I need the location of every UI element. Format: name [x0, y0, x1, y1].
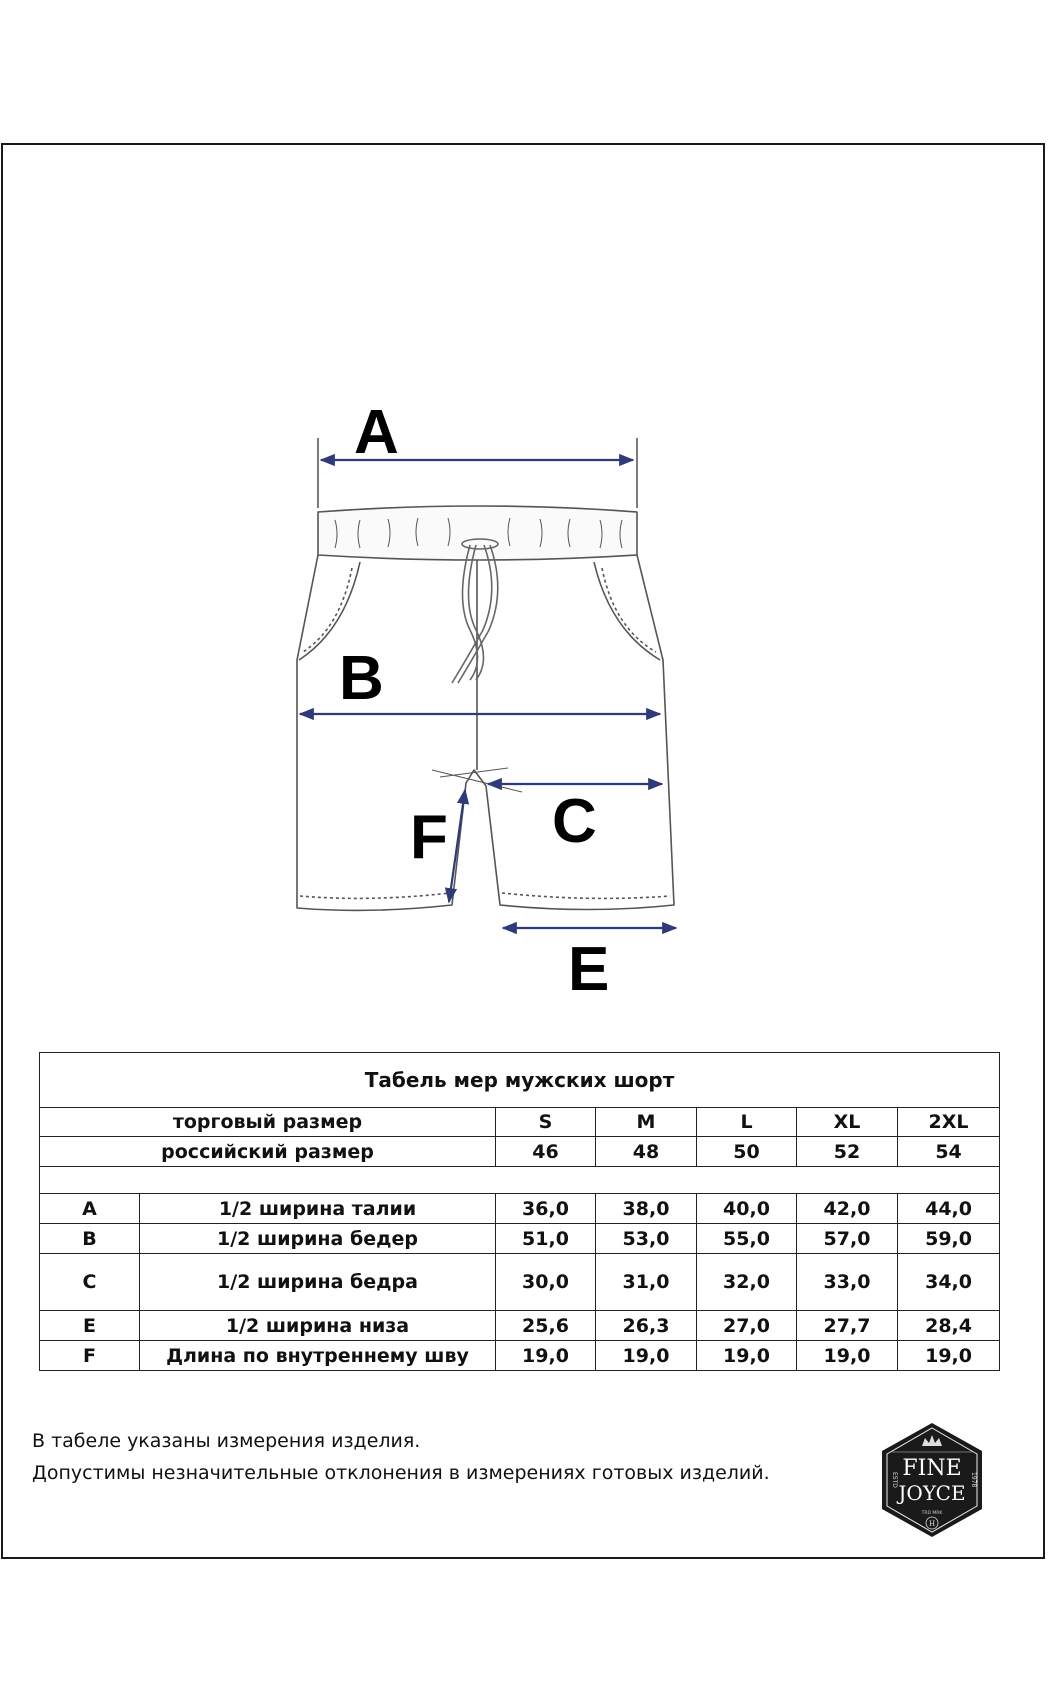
- label-a: A: [354, 398, 399, 467]
- table-row: [40, 1194, 1000, 1224]
- logo-trd: TRD MRK: [921, 1511, 943, 1516]
- measure-name: Длина по внутреннему шву: [140, 1341, 496, 1371]
- measure-code: C: [40, 1254, 140, 1311]
- logo-fine: FINE: [902, 1456, 962, 1481]
- measure-value: 19,0: [898, 1341, 1000, 1371]
- measure-value: 19,0: [697, 1341, 797, 1371]
- table-row: [40, 1311, 1000, 1341]
- table-row: [40, 1341, 1000, 1371]
- table-row: [40, 1254, 1000, 1311]
- size-header: L: [697, 1108, 797, 1137]
- russian-size: 54: [898, 1137, 1000, 1167]
- trade-size-label: торговый размер: [40, 1108, 496, 1137]
- measure-name: 1/2 ширина низа: [140, 1311, 496, 1341]
- size-chart-table: [39, 1052, 1000, 1371]
- shorts-body: [297, 555, 674, 910]
- measure-code: E: [40, 1311, 140, 1341]
- russian-size: 46: [496, 1137, 596, 1167]
- spacer-row: [40, 1167, 1000, 1194]
- measure-value: 34,0: [898, 1254, 1000, 1311]
- logo-estd: ESTD: [891, 1472, 898, 1488]
- measure-value: 40,0: [697, 1194, 797, 1224]
- notes: [32, 1425, 770, 1489]
- measure-value: 30,0: [496, 1254, 596, 1311]
- label-f: F: [410, 803, 448, 872]
- crotch-detail: [432, 768, 522, 792]
- size-header: 2XL: [898, 1108, 1000, 1137]
- measure-code: F: [40, 1341, 140, 1371]
- measure-name: 1/2 ширина талии: [140, 1194, 496, 1224]
- size-header: M: [596, 1108, 697, 1137]
- measure-value: 27,0: [697, 1311, 797, 1341]
- waistband: [318, 506, 637, 560]
- label-b: B: [339, 644, 384, 713]
- measure-value: 38,0: [596, 1194, 697, 1224]
- size-header: XL: [797, 1108, 898, 1137]
- measure-name: 1/2 ширина бедер: [140, 1224, 496, 1254]
- measure-value: 19,0: [596, 1341, 697, 1371]
- measure-value: 27,7: [797, 1311, 898, 1341]
- measure-value: 36,0: [496, 1194, 596, 1224]
- measure-value: 31,0: [596, 1254, 697, 1311]
- measure-value: 19,0: [797, 1341, 898, 1371]
- measure-value: 53,0: [596, 1224, 697, 1254]
- measure-value: 51,0: [496, 1224, 596, 1254]
- measure-value: 44,0: [898, 1194, 1000, 1224]
- fine-joyce-logo: [872, 1420, 992, 1540]
- arrow-f: [449, 790, 465, 902]
- note-line-2: Допустимы незначительные отклонения в измерениях готовых изделий.: [32, 1462, 770, 1484]
- measure-code: B: [40, 1224, 140, 1254]
- table-title: Табель мер мужских шорт: [40, 1053, 1000, 1108]
- label-e: E: [568, 935, 610, 1004]
- measure-value: 28,4: [898, 1311, 1000, 1341]
- hem-left: [300, 893, 450, 898]
- label-c: C: [552, 787, 597, 856]
- measure-code: A: [40, 1194, 140, 1224]
- russian-size: 52: [797, 1137, 898, 1167]
- russian-size-label: российский размер: [40, 1137, 496, 1167]
- logo-year: 1978: [970, 1472, 977, 1488]
- measure-name: 1/2 ширина бедра: [140, 1254, 496, 1311]
- hem-right: [502, 893, 670, 898]
- measure-value: 25,6: [496, 1311, 596, 1341]
- measure-value: 19,0: [496, 1341, 596, 1371]
- pocket-right-inner: [602, 568, 656, 652]
- russian-size: 48: [596, 1137, 697, 1167]
- measure-value: 33,0: [797, 1254, 898, 1311]
- logo-joyce: JOYCE: [898, 1481, 966, 1505]
- measure-value: 59,0: [898, 1224, 1000, 1254]
- measure-value: 57,0: [797, 1224, 898, 1254]
- table-row: [40, 1224, 1000, 1254]
- measure-value: 26,3: [596, 1311, 697, 1341]
- measure-value: 55,0: [697, 1224, 797, 1254]
- logo-monogram: H: [928, 1520, 936, 1528]
- measure-value: 32,0: [697, 1254, 797, 1311]
- measure-value: 42,0: [797, 1194, 898, 1224]
- russian-size: 50: [697, 1137, 797, 1167]
- note-line-1: В табеле указаны измерения изделия.: [32, 1430, 421, 1452]
- size-header: S: [496, 1108, 596, 1137]
- pocket-left-inner: [303, 568, 352, 652]
